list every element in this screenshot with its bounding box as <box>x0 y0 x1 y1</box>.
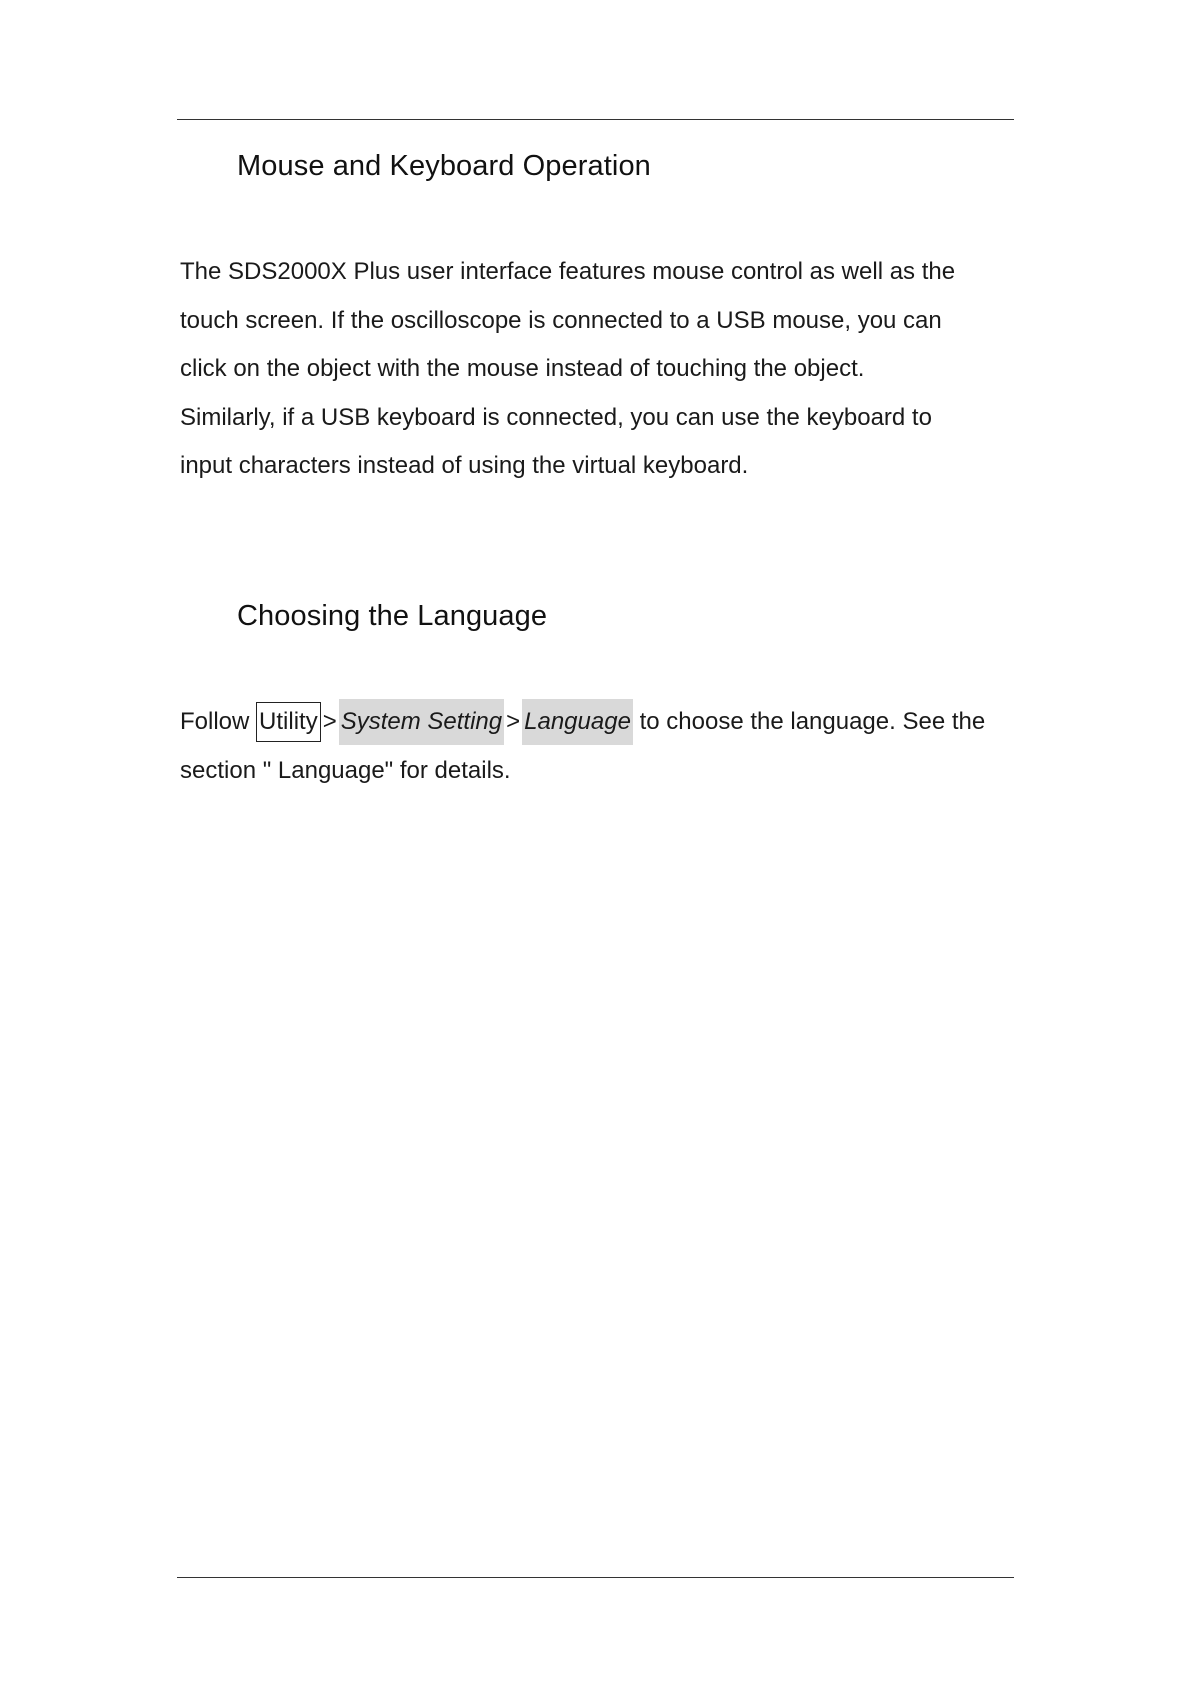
menu-system-setting: System Setting <box>339 699 504 745</box>
text-line-menu-path <box>180 698 1020 747</box>
text-line: The SDS2000X Plus user interface features mouse control as well as the <box>180 258 956 285</box>
text-line: Similarly, if a USB keyboard is connected, you can use the keyboard to <box>180 403 932 431</box>
menu-separator: > <box>322 708 337 735</box>
section-heading-mouse-keyboard: Mouse and Keyboard Operation <box>237 150 651 182</box>
text-line: input characters instead of using the virtual keyboard. <box>180 452 749 479</box>
section-heading-language: Choosing the Language <box>237 600 548 632</box>
header-rule <box>177 119 1014 120</box>
menu-separator: > <box>506 708 521 735</box>
menu-language: Language <box>522 699 633 745</box>
text-line: touch screen. If the oscilloscope is connected to a USB mouse, you can <box>180 306 942 334</box>
paragraph-mouse-keyboard <box>180 248 1020 491</box>
footer-rule <box>177 1577 1014 1578</box>
text-suffix: to choose the language. See the <box>632 708 986 735</box>
text-line: section " Language" for details. <box>180 756 511 784</box>
paragraph-language <box>180 698 1020 795</box>
text-prefix: Follow <box>180 708 257 735</box>
text-line: click on the object with the mouse instead of touching the object. <box>180 355 865 382</box>
utility-key-label: Utility <box>256 702 321 742</box>
